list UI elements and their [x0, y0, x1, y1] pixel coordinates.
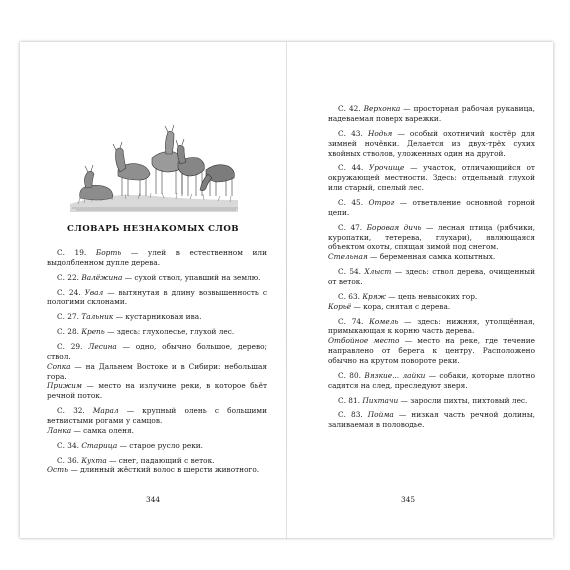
- page-number: 344: [146, 495, 161, 504]
- glossary-entry: С. 54. Хлыст — здесь: ствол дерева, очищенный от веток.: [328, 267, 536, 287]
- glossary-entry: С. 32. Марал — крупный олень с большими ветвистыми рогами у самцов. Ланка — самка оленя.: [47, 406, 267, 435]
- left-entries: [47, 248, 267, 480]
- glossary-entry: С. 34. Старица — старое русло реки.: [57, 440, 204, 450]
- glossary-entry: С. 22. Валёжина — сухой ствол, упавший на землю.: [57, 272, 261, 282]
- glossary-entry: С. 43. Нодья — особый охотничий костёр для зимней ночёвки. Делается из двух-трёх сухих хвойных стволов, уложенных один на другой.: [328, 128, 536, 158]
- glossary-entry: С. 80. Вязкие... лайки — собаки, которые плотно садятся на след, преследуют зверя.: [328, 370, 536, 390]
- glossary-entry: С. 81. Пихтачи — заросли пихты, пихтовый лес.: [338, 395, 528, 405]
- glossary-entry: С. 42. Верхонка — просторная рабочая рукавица, надеваемая поверх варежки.: [328, 104, 536, 123]
- glossary-subentry: Ость — длинный жёсткий волос в шерсти животного.: [47, 465, 260, 475]
- glossary-subentry: Стельная — беременная самка копытных.: [328, 252, 496, 262]
- glossary-entry: С. 45. Отрог — ответвление основной горной цепи.: [328, 197, 536, 217]
- glossary-subentry: Сопка — на Дальнем Востоке и в Сибири: небольшая гора.: [47, 361, 267, 381]
- deer-illustration: [68, 100, 240, 216]
- right-page: [287, 42, 553, 538]
- glossary-entry: С. 27. Тальник — кустарниковая ива.: [57, 312, 202, 322]
- glossary-entry: С. 83. Пойма — низкая часть речной долины, заливаемая в половодье.: [328, 410, 535, 430]
- left-page: [20, 42, 286, 538]
- book-spread: [20, 42, 553, 538]
- glossary-entry: С. 74. Комель — здесь: нижняя, утолщённая, примыкающая к корню часть дерева. Отбойное место — место на реке, где течение направлено от берега к центру. Расположено обычно на крутом повороте реки.: [328, 316, 536, 366]
- glossary-entry: С. 29. Лесина — одно, обычно большое, дерево; ствол. Сопка — на Дальнем Востоке и в Сибири: небольшая гора. Прижим — место на излучине реки, в которое бьёт речной поток.: [47, 341, 268, 401]
- glossary-entry: С. 47. Боровая дичь — лесная птица (рябчики, куропатки, тетерева, глухари), являющаяся объектом охоты, спящая зимой под снегом. Стельная — беременная самка копытных.: [328, 222, 536, 262]
- section-title: СЛОВАРЬ НЕЗНАКОМЫХ СЛОВ: [67, 224, 239, 234]
- glossary-entry: С. 44. Урочище — участок, отличающийся от окружающей местности. Здесь: отдельный глухой или старый, спелый лес.: [328, 163, 535, 193]
- glossary-subentry: Отбойное место — место на реке, где течение направлено от берега к центру. Расположено обычно на крутом повороте реки.: [328, 336, 535, 366]
- glossary-subentry: Корьё — кора, снятая с дерева.: [328, 301, 451, 311]
- glossary-entry: С. 28. Крепь — здесь: глухолесье, глухой лес.: [57, 327, 235, 336]
- right-entries: [328, 104, 535, 435]
- glossary-entry: С. 19. Борть — улей в естественном или выдолбленном дупле дерева.: [47, 248, 267, 267]
- glossary-subentry: Ланка — самка оленя.: [47, 425, 134, 435]
- glossary-entry: С. 24. Увал — вытянутая в длину возвышенность с пологими склонами.: [47, 287, 268, 307]
- glossary-entry: С. 36. Кухта — снег, падающий с веток. Ость — длинный жёсткий волос в шерсти животного.: [47, 456, 267, 476]
- glossary-entry: С. 63. Кряж — цепь невысоких гор. Корьё — кора, снятая с дерева.: [328, 292, 535, 312]
- page-number: 345: [401, 495, 416, 504]
- glossary-subentry: Прижим — место на излучине реки, в которое бьёт речной поток.: [47, 381, 268, 401]
